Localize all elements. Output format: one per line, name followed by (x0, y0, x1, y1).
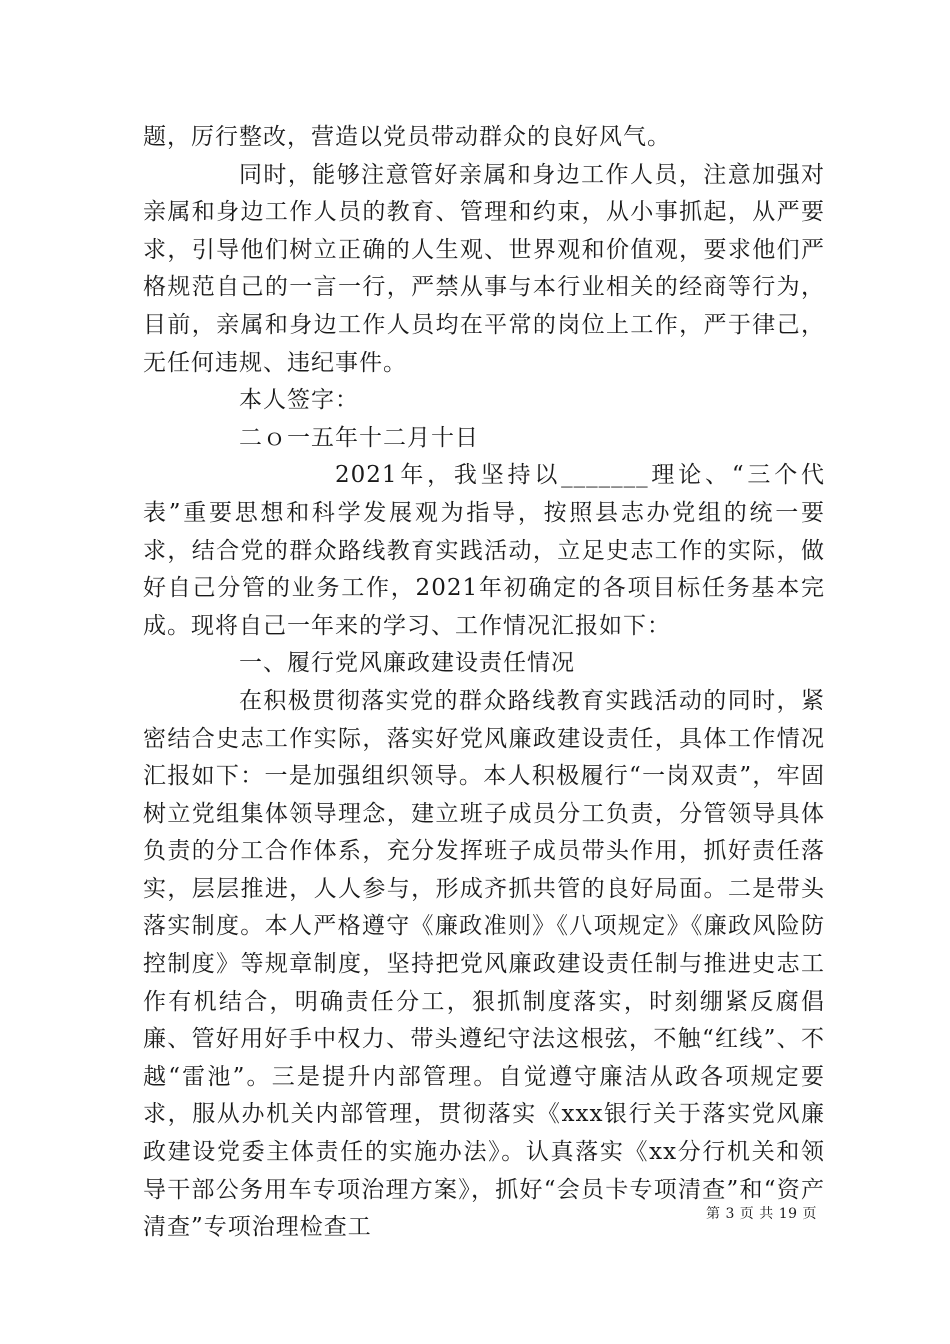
page-number-footer: 第 3 页 共 19 页 (706, 1206, 817, 1222)
paragraph-report-intro: 2021年，我坚持以_______理论、“三个代表”重要思想和科学发展观为指导，按照县志办党组的统一要求，结合党的群众路线教育实践活动，立足史志工作的实际，做好自己分管的业务工作，2021年初确定的各项目标任务基本完成。现将自己一年来的学习、工作情况汇报如下： (143, 462, 825, 639)
signature-label: 本人签字： (239, 387, 359, 414)
paragraph-responsibility-details: 在积极贯彻落实党的群众路线教育实践活动的同时，紧密结合史志工作实际，落实好党风廉政建设责任，具体工作情况汇报如下：一是加强组织领导。本人积极履行“一岗双责”，牢固树立党组集体领导理念，建立班子成员分工负责，分管领导具体负责的分工合作体系，充分发挥班子成员带头作用，抓好责任落实，层层推进，人人参与，形成齐抓共管的良好局面。二是带头落实制度。本人严格遵守《廉政准则》《八项规定》《廉政风险防控制度》等规章制度，坚持把党风廉政建设责任制与推进史志工作有机结合，明确责任分工，狠抓制度落实，时刻绷紧反腐倡廉、管好用好手中权力、带头遵纪守法这根弦，不触“红线”、不越“雷池”。三是提升内部管理。自觉遵守廉洁从政各项规定要求，服从办机关内部管理，贯彻落实《xxx银行关于落实党风廉政建设党委主体责任的实施办法》。认真落实《xx分行机关和领导干部公务用车专项治理方案》，抓好“会员卡专项清查”和“资产清查”专项治理检查工 (143, 687, 825, 1241)
paragraph-family-supervision: 同时，能够注意管好亲属和身边工作人员，注意加强对亲属和身边工作人员的教育、管理和约束，从小事抓起，从严要求，引导他们树立正确的人生观、世界观和价值观，要求他们严格规范自己的一言一行，严禁从事与本行业相关的经商等行为，目前，亲属和身边工作人员均在平常的岗位上工作，严于律己，无任何违规、违纪事件。 (143, 161, 825, 376)
paragraph-continuation: 题，厉行整改，营造以党员带动群众的良好风气。 (143, 124, 671, 150)
section-heading-1: 一、履行党风廉政建设责任情况 (239, 650, 575, 677)
signature-date: 二ｏ一五年十二月十日 (239, 424, 479, 451)
document-body (143, 119, 825, 1247)
